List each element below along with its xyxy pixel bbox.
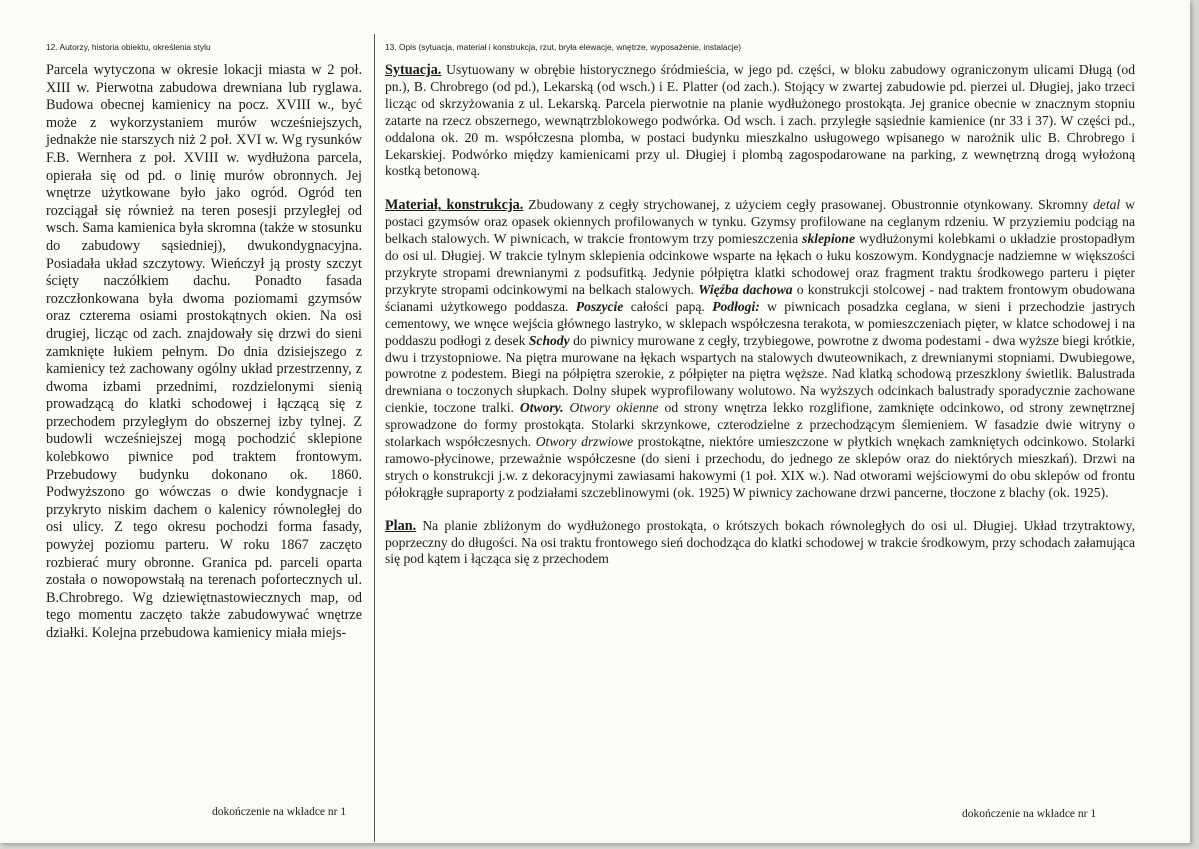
sytuacja-paragraph — [385, 62, 1135, 180]
sklepione-term: sklepione — [802, 231, 856, 247]
poszycie-term: Poszycie — [575, 298, 624, 314]
sytuacja-heading: Sytuacja. — [385, 62, 442, 78]
material-paragraph: Materiał, konstrukcja. Zbudowany z cegły strychowanej, z użyciem cegły prasowanej. Obustronnie otynkowany. Skromny detal w postaci gzymsów oraz opasek okiennych profilowanych w tynku. Gzymsy profilowane na ceglanym rdzeniu. W przyziemiu podciąg na belkach stalowych. W piwnicach, w trakcie frontowym trzy pomieszczenia sklepione wydłużonymi kolebkami o układzie prostopadłym do osi ul. Długiej. W trakcie tylnym sklepienia odcinkowe wsparte na łękach o łuku koszowym. Kondygnacje nadziemne w większości przykryte stropami drewnianymi z podsufitką. Jedynie półpiętra klatki schodowej oraz fragment traktu środkowego parteru i pięter przykryte stropami odcinkowymi na belkach stalowych. Więźba dachowa o konstrukcji stolcowej - nad traktem frontowym obudowana ścianami użytkowego poddasza. Poszycie całości papą. Podłogi: w piwnicach posadzka ceglana, w sieni i przechodzie jastrych cementowy, we wnęce wejścia głównego lastryko, w sklepach współczesna terakota, w pomieszczeniach pięter, w klatce schodowej i na poddaszu podłogi z desek Schody do piwnicy murowane z cegły, trzybiegowe, powrotne z dwoma podestami - dwa wyższe biegi krótkie, dwu i trzystopniowe. Na piętra murowane na łękach wspartych na stalowych dwuteownikach, z drewnianymi stopniami. Dwubiegowe, powrotne z podestem. Biegi na półpiętra szerokie, z półpięter na piętra węższe. Nad klatką schodową przeszklony świetlik. Balustrada drewniana o toczonych słupkach. Dolny słupek wyprofilowany wolutowo. Na wyższych odcinkach balustrady sporadycznie zachowane cienkie, toczone tralki. Otwory. Otwory okienne od strony wnętrza lekko rozglifione, zamknięte odcinkowo, od strony zewnętrznej sprowadzone do formy prostokąta. Stolarki skrzynkowe, czterodzielne z przechodzącym ślemieniem. W fasadzie dwie witryny o stolarkach współczesnych. Otwory drzwiowe prostokątne, niektóre umieszczone w płytkich wnękach zamkniętych odcinkowo. Stolarki ramowo-płycinowe, przeważnie współczesne (do sieni i przechodu, do jednego ze sklepów oraz do niektórych mieszkań). Drzwi na strych o konstrukcji j.w. z dekoracyjnymi zawiasami hakowymi (1 poł. XIX w.). Nad otworami wejściowymi do obu sklepów od frontu półokrągłe supraporty z podziałami szczeblinowymi (ok. 1925) W piwnicy zachowane drzwi pancerne, tłoczone z blachy (ok. 1925). — [385, 197, 1136, 500]
column-divider — [374, 34, 375, 842]
right-footer-note: dokończenie na wkładce nr 1 — [962, 808, 1097, 820]
section-12-heading: 12. Autorzy, historia obiektu, określenia stylu — [46, 42, 211, 52]
otwory-okienne-term: Otwory okienne — [563, 400, 659, 416]
schody-term: Schody — [528, 332, 570, 348]
description-text — [385, 62, 1135, 568]
left-footer-note: dokończenie na wkładce nr 1 — [212, 806, 347, 818]
plan-paragraph — [385, 518, 1135, 569]
plan-body: Na planie zbliżonym do wydłużonego prostokąta, o krótszych bokach równoległych do osi ul. Długiej. Układ trzytraktowy, poprzeczny do długości. Na osi traktu frontowego sień dochodząca do klatki schodowej w trakcie środkowym, przy schodach załamująca się pod kątem i łącząca się z przechodem — [385, 517, 1135, 567]
sytuacja-body: Usytuowany w obrębie historycznego śródmieścia, w jego pd. części, w bloku zabudowy ograniczonym ulicami Długą (od pn.), B. Chrobrego (od pd.), Lekarską (od wsch.) i E. Platter (od zach.). Stojący w zwartej zabudowie pd. pierzei ul. Długiej, jako trzeci licząc od skrzyżowania z ul. Lekarską. Parcela pierwotnie na planie wydłużonego prostokąta. Jej granice obecnie w znacznym stopniu zatarte na rzecz obszernego, wewnątrzblokowego podwórka. Od wsch. i zach. przyległe sąsiednie kamienice (nr 33 i 37). W części pd., oddalona ok. 20 m. współczesna plomba, w postaci budynku mieszkalno usługowego wpisanego w narożnik ulic B. Chrobrego i Lekarskiej. Podwórko między kamienicami przy ul. Długiej i plombą zagospodarowane na parking, z wewnętrzną drogą wyłożoną kostką betonową. — [385, 62, 1135, 179]
history-text: Parcela wytyczona w okresie lokacji miasta w 2 poł. XIII w. Pierwotna zabudowa drewniana lub ryglawa. Budowa obecnej kamienicy na pocz. XVIII w., być może z wykorzystaniem murów wcześniejszych, jednakże nie starszych niż 2 poł. XVI w. Wg rysunków F.B. Wernhera z poł. XVIII w. wydłużona parcela, opierała się od pd. o linię murów obronnych. Jej wnętrze użytkowane było jako ogród. Ogród ten rozciągał się również na teren posesji przyległej od wsch. Sama kamienica była skromna (także w stosunku do zabudowy sąsiedniej), dwukondygnacyjna. Posiadała układ szczytowy. Wieńczył ją prosty szczyt ścięty naczółkiem dachu. Ponadto fasada rozczłonkowana była dwoma poziomami gzymsów oraz czterema osiami prostokątnych okien. Na osi drugiej, licząc od zach. znajdowały się drzwi do sieni zamknięte łukiem pełnym. Do dnia dzisiejszego z kamienicy też zachowany ogólny układ przestrzenny, z dwoma izbami przednimi, rozdzielonymi sienią prowadzącą do klatki schodowej i łączącą się z przechodem przyległym do obszernej izby tylnej. Z budowli wcześniejszej mogą pochodzić sklepione kolebkowo piwnice pod traktem frontowym. Przebudowy budynku dokonano ok. 1860. Podwyższono go wówczas o dwie kondygnacje i przykryto niskim dachem o kalenicy równoległej do osi ulicy. Z tego okresu pochodzi forma fasady, powyżej poziomu parteru. W roku 1867 zaczęto rozbierać mury obronne. Granica pd. parceli oparta została o nowopowstałą na terenach pofortecznych ul. B.Chrobrego. Wg dziewiętnastowiecznych map, od tego momentu zaczęto także zabudowywać wnętrze działki. Kolejna przebudowa kamienicy miała miejs- — [46, 62, 362, 641]
plan-heading: Plan. — [385, 517, 417, 534]
detal-term: detal — [1093, 197, 1121, 213]
section-13-heading: 13. Opis (sytuacja, materiał i konstrukcja, rzut, bryła elewacje, wnętrze, wyposażenie, instalacje) — [385, 42, 742, 52]
otwory-drzwiowe-term: Otwory drzwiowe — [535, 434, 634, 450]
podlogi-term: Podłogi: — [712, 298, 760, 314]
otwory-term: Otwory. — [519, 400, 564, 416]
material-heading: Materiał, konstrukcja. — [385, 197, 524, 214]
wiezba-term: Więźba dachowa — [698, 281, 793, 297]
